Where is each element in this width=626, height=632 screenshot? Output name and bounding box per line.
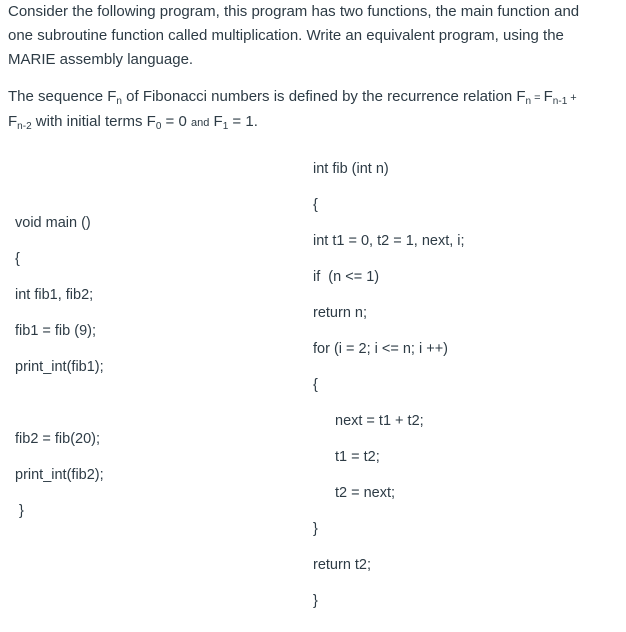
fib-code-line: { bbox=[313, 377, 318, 393]
fib-code-line: for (i = 2; i <= n; i ++) bbox=[313, 341, 448, 357]
fib-code-line: } bbox=[313, 521, 318, 537]
fib-code-line: int t1 = 0, t2 = 1, next, i; bbox=[313, 233, 465, 249]
main-code-line: print_int(fib2); bbox=[15, 467, 104, 483]
main-code-line: { bbox=[15, 251, 20, 267]
question-line-1: Consider the following program, this program has two functions, the main function and bbox=[8, 3, 580, 20]
fibonacci-line-1: The sequence $F_n$ of Fibonacci numbers is defined by the recurrence relation $F_n = F_{n-1}$ + bbox=[8, 88, 577, 107]
fib-code-line: next = t1 + t2; bbox=[335, 413, 424, 429]
fib-code-line: int fib (int n) bbox=[313, 161, 389, 177]
main-code-line: } bbox=[15, 503, 24, 519]
fib-code-line: t1 = t2; bbox=[335, 449, 380, 465]
main-code-line: fib2 = fib(20); bbox=[15, 431, 101, 447]
main-code-line: fib1 = fib (9); bbox=[15, 323, 96, 339]
main-code-line: print_int(fib1); bbox=[15, 359, 104, 375]
question-line-2: one subroutine function called multiplication. Write an equivalent program, using the bbox=[8, 27, 564, 44]
main-code-line: void main () bbox=[15, 215, 91, 231]
fib-code-line: if (n <= 1) bbox=[313, 269, 380, 285]
fibonacci-line-2: $F_{n-2}$ with initial terms $F_0 = 0$ and $F_1 = 1$. bbox=[8, 113, 258, 132]
question-line-3: MARIE assembly language. bbox=[8, 51, 194, 68]
main-code-line: int fib1, fib2; bbox=[15, 287, 94, 303]
fib-code-line: t2 = next; bbox=[335, 485, 396, 501]
fib-code-line: return t2; bbox=[313, 557, 372, 573]
fibonacci-definition bbox=[8, 85, 620, 135]
question-paragraph bbox=[8, 0, 620, 72]
fib-code-line: } bbox=[313, 593, 318, 609]
fib-code-line: return n; bbox=[313, 305, 367, 321]
fib-code-line: { bbox=[313, 197, 318, 213]
